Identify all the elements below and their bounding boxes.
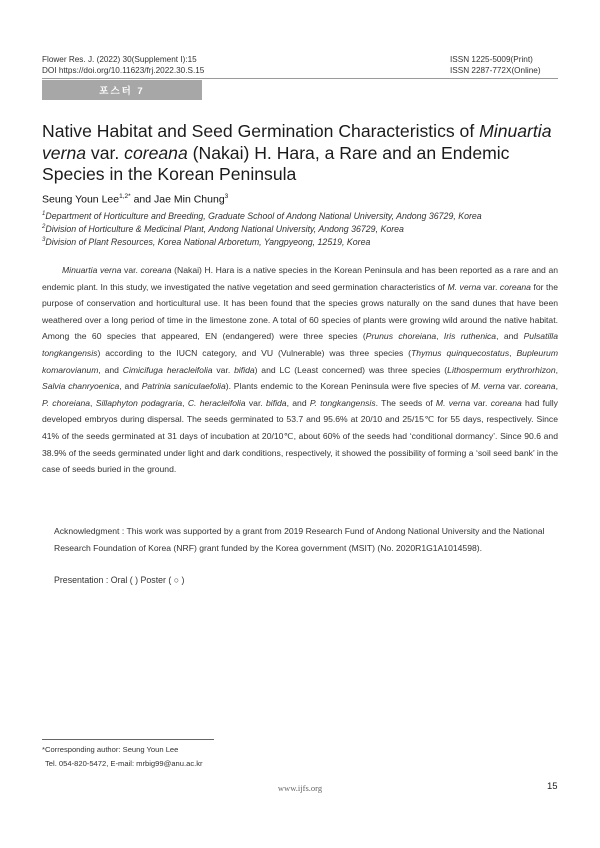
species-name: coreana xyxy=(524,381,556,392)
species-name: bifida xyxy=(266,397,287,408)
acknowledgment: Acknowledgment : This work was supported by a grant from 2019 Research Fund of Andong National University and the National Research Foundation of Korea (NRF) grant funded by the Korea government (MSIT) (No. 2020R1G1A1014598). xyxy=(54,526,545,553)
paper-title xyxy=(42,121,562,186)
header-divider xyxy=(42,78,558,79)
affiliation-number: 1 xyxy=(42,211,46,218)
page-number: 15 xyxy=(547,781,558,792)
poster-banner: 포스터 7 xyxy=(42,80,202,100)
species-name: C. heracleifolia xyxy=(187,397,246,408)
abstract-text: , and xyxy=(496,331,524,342)
footnote-divider xyxy=(42,739,214,740)
species-name: coreana xyxy=(490,397,522,408)
author-name: Seung Youn Lee xyxy=(42,193,120,206)
abstract-text: var. xyxy=(245,397,267,408)
abstract-text: ) and LC (Least concerned) was three species ( xyxy=(254,364,448,375)
abstract-text: ) according to the IUCN category, and VU (Vulnerable) was three species ( xyxy=(97,347,412,358)
corresponding-author-note: *Corresponding author: Seung Youn Lee xyxy=(42,745,179,754)
title-text: (Nakai) H. Hara, a Rare and an Endemic Species in the Korean Peninsula xyxy=(42,142,510,184)
abstract-text: , xyxy=(509,347,517,358)
species-name: Iris ruthenica xyxy=(443,331,497,342)
species-name: bifida xyxy=(234,364,255,375)
species-name: Cimicifuga heracleifolia xyxy=(122,364,213,375)
author-affiliation-mark: 3 xyxy=(224,193,229,200)
species-name: Patrinia saniculaefolia xyxy=(141,381,226,392)
species-name: M. verna xyxy=(447,281,482,292)
author-list xyxy=(42,193,228,206)
author-connector: and xyxy=(130,193,155,206)
abstract-text: , and xyxy=(98,364,123,375)
issn-print: ISSN 1225-5009(Print) xyxy=(450,55,533,64)
author-name: Jae Min Chung xyxy=(154,193,225,206)
species-name: M. verna xyxy=(435,397,471,408)
abstract-text: ). Plants endemic to the Korean Peninsula were five species of xyxy=(225,381,472,392)
title-text: var. xyxy=(86,142,125,163)
species-name: Pulsatilla tongkangensis xyxy=(42,331,558,358)
species-name: Sillaphyton podagraria xyxy=(95,397,183,408)
abstract-text: for the purpose of conservation and horticultural use. It has been found that the species grows naturally on the sand dunes that have been weathered over a long period of time in the limestone zone. A total of 60 species of plants were growing wild around the native habitat. Among the 60 species that appeared, EN (endangered) were three species ( xyxy=(42,281,558,342)
issn-online: ISSN 2287-772X(Online) xyxy=(450,66,541,75)
abstract-text: , xyxy=(436,331,444,342)
abstract-text: , and xyxy=(286,397,310,408)
contact-info: Tel. 054-820-5472, E-mail: mrbig99@anu.ac.kr xyxy=(45,759,203,768)
affiliation-line xyxy=(42,224,404,234)
abstract-text: . The seeds of xyxy=(375,397,436,408)
abstract-text: , xyxy=(555,364,558,375)
doi-line[interactable]: DOI https://doi.org/10.11623/frj.2022.30.S.15 xyxy=(42,66,205,75)
issn-block xyxy=(450,54,541,76)
species-name: Prunus choreiana xyxy=(365,331,437,342)
abstract-text: var. xyxy=(470,397,491,408)
abstract-text: var. xyxy=(481,281,500,292)
species-name: M. verna xyxy=(471,381,506,392)
affiliation-number: 3 xyxy=(42,237,46,244)
species-name: Bupleurum komarovianum xyxy=(42,347,558,375)
species-name: coreana xyxy=(499,281,531,292)
affiliation-line xyxy=(42,237,370,247)
species-name: Minuartia verna xyxy=(62,265,122,275)
species-name: Thymus quinquecostatus xyxy=(411,347,510,358)
abstract-paragraph xyxy=(42,262,558,478)
abstract-text: , xyxy=(182,397,188,408)
species-name: P. tongkangensis xyxy=(309,397,376,408)
species-name: Salvia chanryoenica xyxy=(42,381,120,392)
journal-line: Flower Res. J. (2022) 30(Supplement I):15 xyxy=(42,55,197,64)
species-name: Lithospermum erythrorhizon xyxy=(447,364,556,375)
affiliation-text: Division of Horticulture & Medicinal Plant, Andong National University, Andong 36729, Korea xyxy=(45,224,404,234)
abstract-text: , xyxy=(555,381,558,392)
species-name: P. choreiana xyxy=(42,397,91,408)
journal-citation xyxy=(42,54,204,76)
presentation-type: Presentation : Oral ( ) Poster ( ○ ) xyxy=(54,575,185,585)
abstract-text: (Nakai) H. Hara is a native species in the Korean Peninsula and has been reported as a rare and an endemic plant. In this study, we investigated the native vegetation and seed germination characteristics of xyxy=(42,265,559,292)
abstract-text: var. xyxy=(121,265,141,275)
species-name: coreana xyxy=(140,265,172,275)
affiliation-number: 2 xyxy=(42,224,46,231)
title-variety-name: coreana xyxy=(124,142,188,163)
abstract-text: , and xyxy=(119,381,142,392)
abstract-text: had fully developed embryos during dispersal. The seeds germinated to 53.7 and 95.6% at 20/10 and 25/15℃ for 55 days, respectively. Since 41% of the seeds germinated at 31 days of incubation at 20/10℃, about 60% of the seeds had ‘conditional dormancy’. Since 90.6 and 38.9% of the seeds germinated under light and dark conditions, respectively, it showed the possibility of forming a ‘soil seed bank’ in the case of seeds buried in the ground. xyxy=(42,397,558,475)
affiliation-text: Division of Plant Resources, Korea National Arboretum, Yangpyeong, 12519, Korea xyxy=(45,237,371,247)
author-affiliation-mark: 1,2* xyxy=(119,193,131,200)
abstract-text: , xyxy=(90,397,96,408)
affiliation-line xyxy=(42,211,482,221)
abstract-text: var. xyxy=(212,364,235,375)
affiliation-text: Department of Horticulture and Breeding, Graduate School of Andong National University, Andong 36729, Korea xyxy=(45,211,482,221)
abstract-text: var. xyxy=(505,381,525,392)
title-text: Native Habitat and Seed Germination Characteristics of xyxy=(42,121,480,141)
journal-site-url[interactable]: www.ijfs.org xyxy=(277,783,323,793)
title-species-name: Minuartia verna xyxy=(42,121,552,163)
